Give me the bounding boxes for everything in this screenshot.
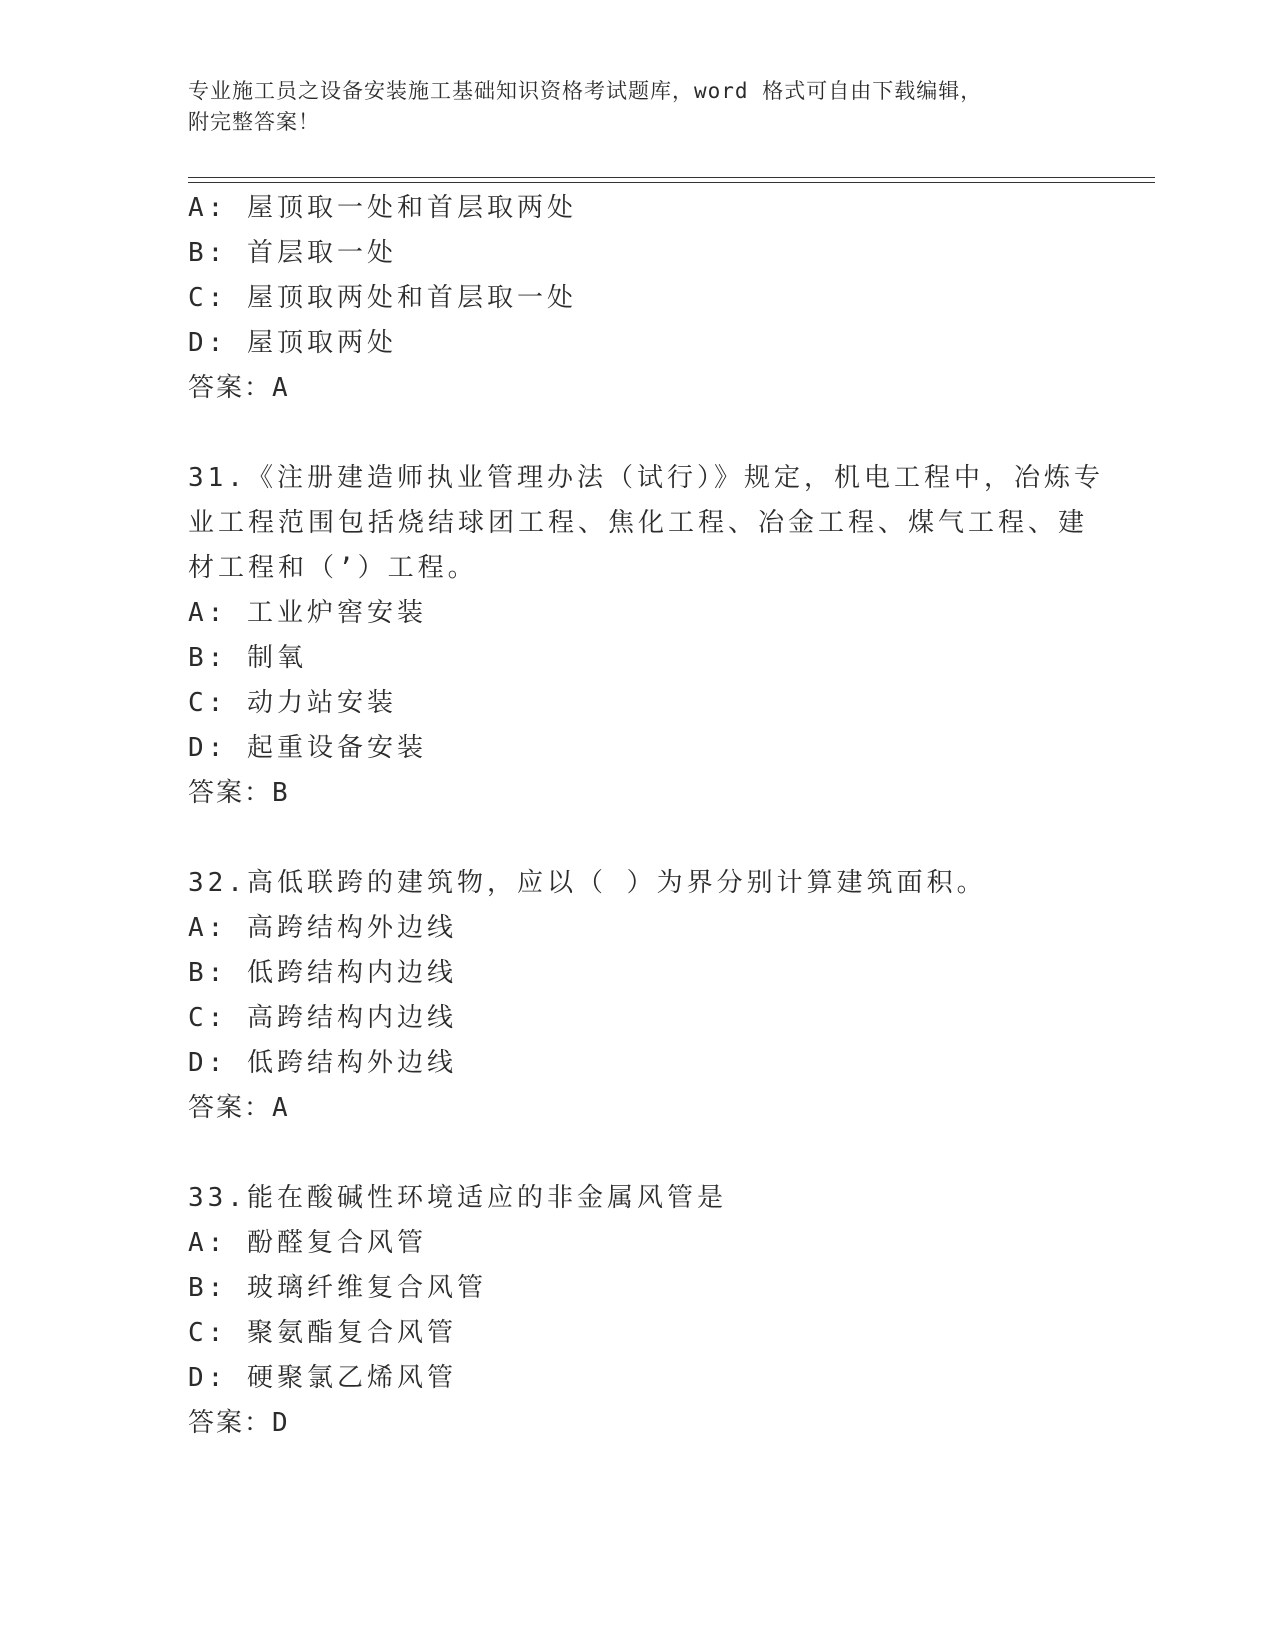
q30-option-a: A: 屋顶取一处和首层取两处: [188, 193, 577, 223]
answer-value: A: [272, 1093, 290, 1123]
q33-stem: 33.能在酸碱性环境适应的非金属风管是: [188, 1183, 727, 1213]
answer-value: A: [272, 373, 290, 403]
q30-option-d: D: 屋顶取两处: [188, 328, 397, 358]
q31-stem-line-3: 材工程和（’）工程。: [188, 553, 478, 583]
answer-label: 答案：: [188, 1093, 273, 1123]
q33-option-a: A: 酚醛复合风管: [188, 1228, 427, 1258]
q30-option-c: C: 屋顶取两处和首层取一处: [188, 283, 577, 313]
q32-option-a: A: 高跨结构外边线: [188, 913, 457, 943]
q31-stem-line-2: 业工程范围包括烧结球团工程、焦化工程、冶金工程、煤气工程、建: [188, 508, 1089, 538]
q31-stem-line-1: 31.《注册建造师执业管理办法（试行）》规定，机电工程中，冶炼专: [188, 463, 1104, 493]
header-rule-top: [188, 177, 1155, 178]
q31-option-c: C: 动力站安装: [188, 688, 397, 718]
answer-value: D: [272, 1408, 290, 1438]
q32-stem: 32.高低联跨的建筑物，应以（ ）为界分别计算建筑面积。: [188, 868, 987, 898]
header-line-2: 附完整答案！: [188, 110, 320, 134]
q33-option-d: D: 硬聚氯乙烯风管: [188, 1363, 457, 1393]
answer-label: 答案：: [188, 373, 273, 403]
header-rule-bottom: [188, 182, 1155, 183]
q33-answer: [188, 1406, 290, 1440]
q32-answer: [188, 1091, 290, 1125]
answer-label: 答案：: [188, 778, 273, 808]
q33-option-c: C: 聚氨酯复合风管: [188, 1318, 457, 1348]
q31-option-d: D: 起重设备安装: [188, 733, 427, 763]
q31-option-b: B: 制氧: [188, 643, 307, 673]
answer-value: B: [272, 778, 290, 808]
q32-option-c: C: 高跨结构内边线: [188, 1003, 457, 1033]
q32-option-b: B: 低跨结构内边线: [188, 958, 457, 988]
header-line-1: 专业施工员之设备安装施工基础知识资格考试题库，word 格式可自由下载编辑，: [188, 79, 983, 103]
q31-answer: [188, 776, 290, 810]
q30-answer: [188, 371, 290, 405]
q32-option-d: D: 低跨结构外边线: [188, 1048, 457, 1078]
document-header: [188, 76, 1088, 138]
q30-option-b: B: 首层取一处: [188, 238, 397, 268]
answer-label: 答案：: [188, 1408, 273, 1438]
q31-option-a: A: 工业炉窖安装: [188, 598, 427, 628]
q33-option-b: B: 玻璃纤维复合风管: [188, 1273, 487, 1303]
